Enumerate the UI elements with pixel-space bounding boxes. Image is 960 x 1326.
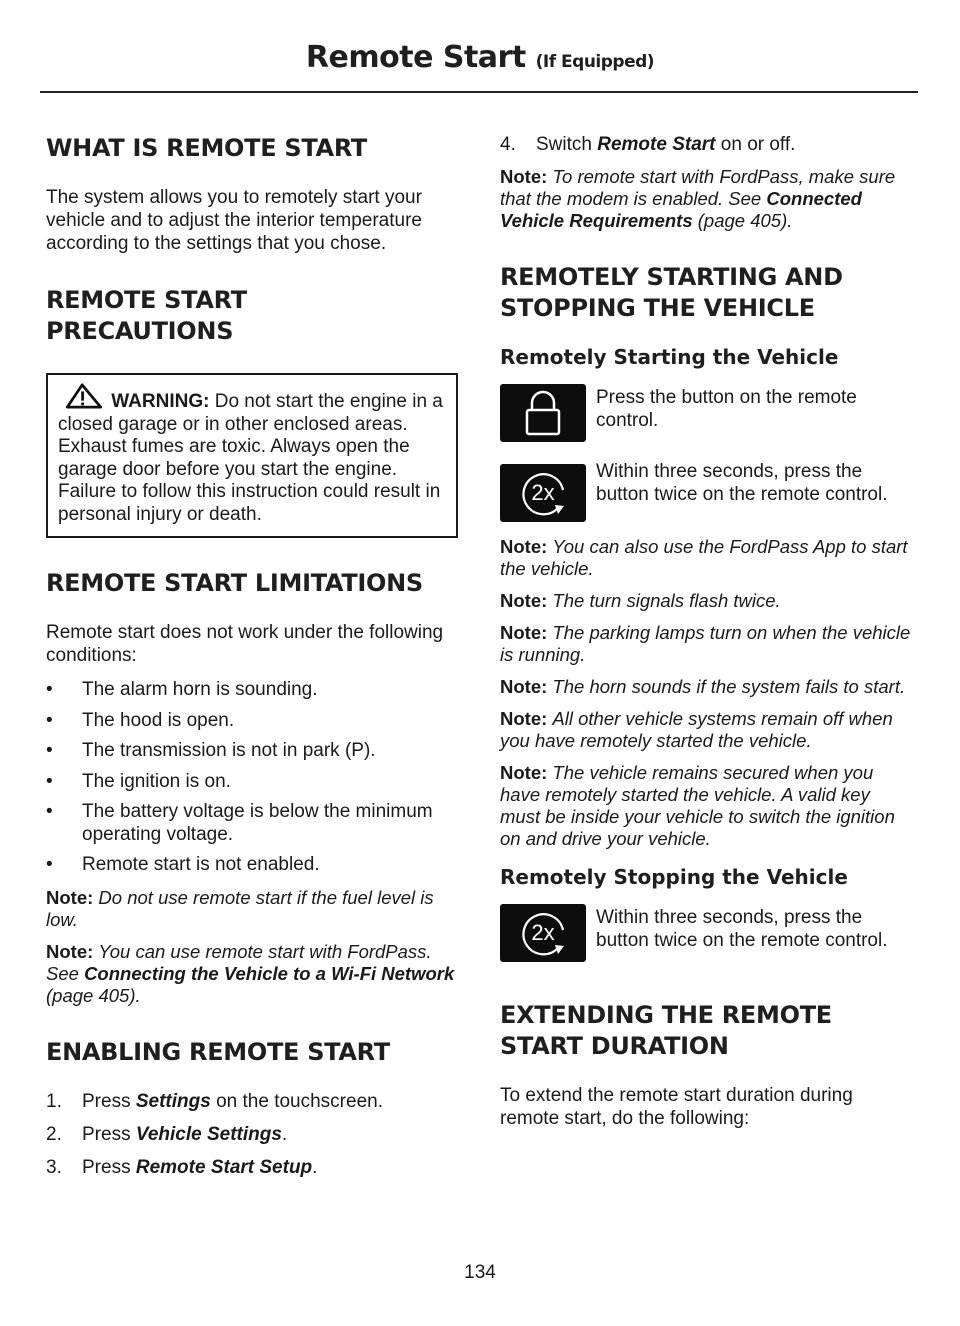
header-title: Remote Start [305,40,526,75]
page-reference: (page 405). [697,210,793,231]
note-fuel [46,887,458,931]
note-label: Note: [46,940,94,962]
stop-instruction-row [500,904,912,970]
list-item: • The hood is open. [46,710,458,733]
warning-box [46,373,458,538]
double-press-instruction: Within three seconds, press the button twice on the remote control. [596,461,888,505]
what-body: The system allows you to remotely start your vehicle and to adjust the interior temperature according to the settings that you chose. [46,187,422,254]
starting-heading-line1: REMOTELY STARTING AND [500,263,843,291]
note-label: Note: [46,886,94,908]
limitations-intro: Remote start does not work under the following conditions: [46,622,444,666]
note-item: Note: The parking lamps turn on when the vehicle is running. [500,622,911,665]
precautions-heading-line2: PRECAUTIONS [46,317,234,345]
note-modem [500,166,912,232]
page-reference: (page 405). [46,984,141,1006]
wifi-network-link[interactable]: Connecting the Vehicle to a Wi-Fi Network [84,962,455,984]
step-item: 1. Press Settings on the touchscreen. [46,1090,383,1112]
warning-text: Do not start the engine in a closed garage or in other enclosed areas. Exhaust fumes are toxic. Always open the garage door before you start the engine. Failure to follow this instruction could result in personal injury or death. [58,391,443,525]
list-item: • The battery voltage is below the minimum operating voltage. [46,801,458,846]
note-fordpass [46,941,458,1007]
double-press-icon [500,464,586,522]
limitations-heading: REMOTE START LIMITATIONS [46,569,423,597]
extending-heading-line1: EXTENDING THE REMOTE [500,1001,832,1029]
list-item: • The transmission is not in park (P). [46,740,458,763]
enabling-heading: ENABLING REMOTE START [46,1037,390,1066]
stopping-subheading: Remotely Stopping the Vehicle [500,865,848,889]
stop-instruction: Within three seconds, press the button twice on the remote control. [596,907,888,951]
enabling-steps-continued [500,133,912,156]
svg-text:2x: 2x [531,920,555,945]
list-item: • The ignition is on. [46,771,458,794]
double-press-row [500,458,912,528]
extending-heading-line2: START DURATION [500,1032,729,1060]
starting-heading [500,262,912,324]
step-item: 4. Switch Remote Start on or off. [500,134,796,155]
lock-icon [500,384,586,442]
page-header [0,40,960,75]
header-divider [40,91,918,93]
svg-text:2x: 2x [531,480,555,505]
step-item: 2. Press Vehicle Settings. [46,1123,288,1145]
warning-label: WARNING: [111,391,210,412]
extending-heading [500,1000,912,1062]
note-item: Note: All other vehicle systems remain off when you have remotely started the vehicle. [500,708,893,751]
left-column [46,133,458,1189]
note-item: Note: The turn signals flash twice. [500,590,781,611]
note-text: Do not use remote start if the fuel level is low. [46,886,434,930]
step-item: 3. Press Remote Start Setup. [46,1156,318,1178]
connected-vehicle-requirements-link[interactable]: Connected Vehicle Requirements [500,188,862,231]
note-item: Note: The vehicle remains secured when you have remotely started the vehicle. A valid key must be inside your vehicle to switch the ignition on and drive your vehicle. [500,762,895,849]
warning-triangle-icon [62,383,106,409]
note-item: Note: You can also use the FordPass App to start the vehicle. [500,536,908,579]
what-heading: WHAT IS REMOTE START [46,134,367,162]
lock-instruction-row [500,384,912,450]
extending-body: To extend the remote start duration during remote start, do the following: [500,1085,853,1129]
precautions-heading-line1: REMOTE START [46,286,247,314]
limitations-list [46,679,458,877]
header-subtitle: (If Equipped) [535,52,655,72]
precautions-heading [46,285,458,347]
double-press-icon [500,904,586,962]
enabling-steps [46,1090,458,1179]
list-item: • The alarm horn is sounding. [46,679,458,702]
list-item: • Remote start is not enabled. [46,854,458,877]
note-text: To remote start with FordPass, make sure that the modem is enabled. See [500,166,896,209]
note-text: You can use remote start with FordPass. See [46,940,432,984]
page-number: 134 [464,1262,496,1283]
right-column [500,133,912,1140]
starting-subheading: Remotely Starting the Vehicle [500,345,839,369]
note-label: Note: [500,166,548,187]
starting-heading-line2: STOPPING THE VEHICLE [500,294,815,322]
lock-instruction: Press the button on the remote control. [596,387,857,431]
note-item: Note: The horn sounds if the system fails to start. [500,676,906,697]
